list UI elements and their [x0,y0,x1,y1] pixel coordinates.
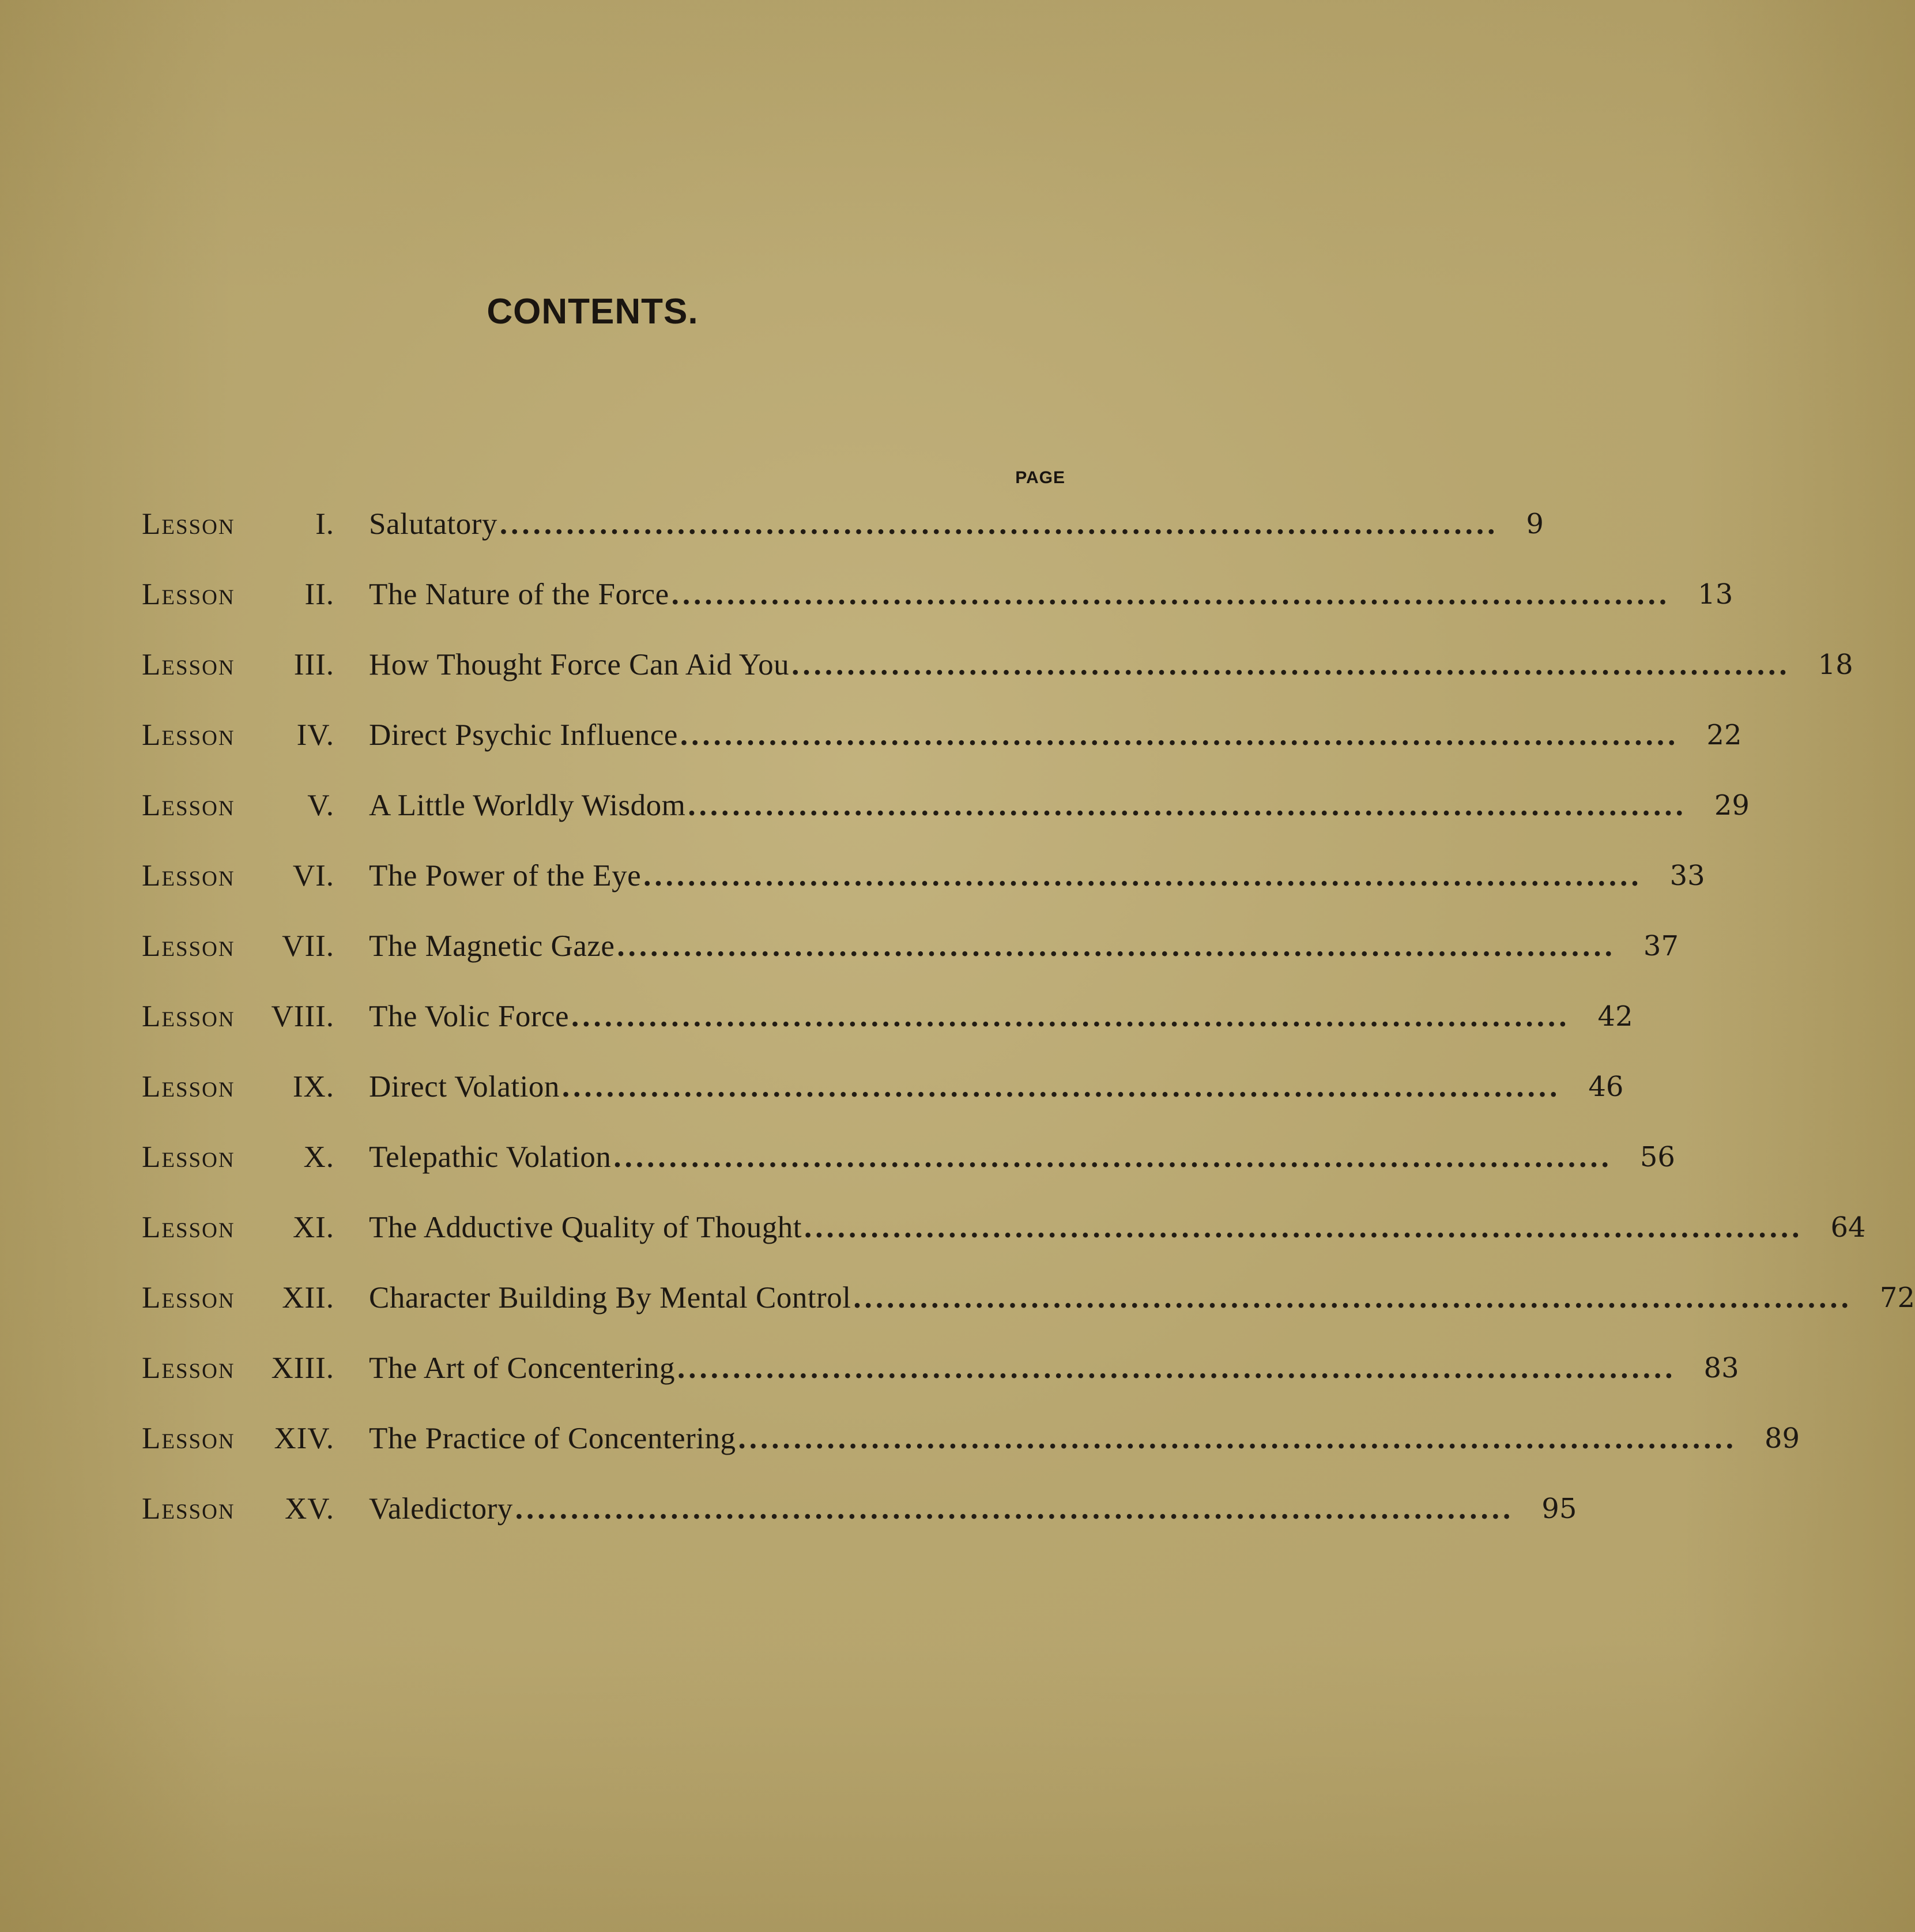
toc-entry [369,1068,1624,1106]
dot-leader: .......................................................................................... [688,789,1687,822]
toc-entry [369,1138,1675,1176]
lesson-label: Lesson [142,718,235,752]
lesson-title: Direct Psychic Influence [369,718,678,752]
lesson-title: The Magnetic Gaze [369,929,615,963]
lesson-label: Lesson [142,1422,235,1455]
toc-row [142,1333,1739,1403]
lesson-numeral: XV. [285,1492,334,1526]
lesson-numeral: V. [307,789,334,822]
toc-entry [369,1208,1866,1246]
dot-leader: .......................................................................................... [613,1140,1612,1174]
toc-row [142,1122,1675,1192]
toc-entry [369,1349,1739,1387]
dot-leader: .......................................................................................... [804,1211,1803,1244]
lesson-numeral: VII. [282,929,334,963]
toc-entry [369,786,1750,824]
toc-entry [369,997,1633,1035]
dot-leader: .......................................................................................... [680,718,1679,752]
dot-leader: .......................................................................................... [515,1492,1514,1526]
table-of-contents [142,489,1915,1544]
page-number: 9 [1526,508,1544,540]
page-number: 46 [1588,1071,1624,1103]
toc-row [142,841,1705,911]
lesson-title: Salutatory [369,507,497,541]
lesson-numeral: IV. [296,718,334,752]
toc-row [142,630,1853,700]
dot-leader: .......................................................................................... [643,859,1642,892]
lesson-title: The Volic Force [369,1000,570,1033]
dot-leader: .......................................................................................... [853,1281,1852,1315]
lesson-numeral: XI. [292,1211,334,1244]
toc-row [142,489,1544,559]
lesson-label: Lesson [142,1070,235,1104]
dot-leader: .......................................................................................... [499,507,1499,541]
toc-entry [369,1419,1800,1458]
toc-entry [369,927,1679,965]
page-title: CONTENTS. [487,292,699,332]
lesson-label: Lesson [142,1211,235,1244]
toc-entry [369,857,1705,895]
lesson-title: Valedictory [369,1492,513,1526]
lesson-numeral: XIII. [271,1351,334,1385]
lesson-title: The Power of the Eye [369,859,642,892]
toc-row [142,1192,1866,1263]
toc-entry [369,1279,1915,1317]
toc-row [142,1263,1915,1333]
page-number: 18 [1818,649,1853,681]
toc-row [142,911,1679,981]
lesson-label: Lesson [142,1000,235,1033]
lesson-title: The Art of Concentering [369,1351,676,1385]
lesson-label: Lesson [142,929,235,963]
lesson-label: Lesson [142,507,235,541]
lesson-label: Lesson [142,1351,235,1385]
lesson-label: Lesson [142,578,235,611]
page-column-header: PAGE [1015,468,1065,487]
page-number: 95 [1541,1493,1577,1525]
page-number: 89 [1765,1422,1800,1455]
toc-entry [369,575,1733,613]
dot-leader: .......................................................................................... [738,1422,1737,1455]
lesson-label: Lesson [142,1281,235,1315]
dot-leader: .......................................................................................... [671,578,1671,611]
toc-row [142,1052,1624,1122]
lesson-numeral: XIV. [274,1422,334,1455]
lesson-label: Lesson [142,1140,235,1174]
lesson-numeral: VI. [292,859,334,892]
page-number: 83 [1703,1352,1739,1384]
lesson-title: Direct Volation [369,1070,560,1104]
lesson-numeral: IX. [292,1070,334,1104]
page-number: 29 [1714,789,1750,822]
page-number: 33 [1669,860,1705,892]
toc-row [142,700,1742,770]
lesson-title: The Adductive Quality of Thought [369,1211,802,1244]
page-number: 56 [1639,1141,1675,1173]
toc-entry [369,505,1544,543]
lesson-label: Lesson [142,859,235,892]
toc-entry [369,1490,1577,1528]
lesson-title: The Nature of the Force [369,578,669,611]
lesson-numeral: X. [303,1140,334,1174]
page-number: 72 [1879,1282,1915,1314]
lesson-label: Lesson [142,1492,235,1526]
lesson-label: Lesson [142,789,235,822]
dot-leader: .......................................................................................... [617,929,1616,963]
toc-row [142,1403,1800,1474]
lesson-numeral: I. [315,507,334,541]
dot-leader: .......................................................................................... [561,1070,1561,1104]
lesson-title: Telepathic Volation [369,1140,612,1174]
dot-leader: .......................................................................................... [791,648,1790,681]
toc-row [142,1474,1577,1544]
page-number: 13 [1698,578,1733,611]
lesson-label: Lesson [142,648,235,681]
toc-entry [369,646,1853,684]
lesson-numeral: II. [304,578,334,611]
page-number: 37 [1643,930,1679,962]
lesson-numeral: VIII. [271,1000,334,1033]
lesson-title: The Practice of Concentering [369,1422,736,1455]
toc-entry [369,716,1742,754]
toc-row [142,559,1733,630]
toc-row [142,981,1633,1052]
toc-row [142,770,1750,841]
page-number: 42 [1597,1000,1633,1033]
lesson-title: How Thought Force Can Aid You [369,648,790,681]
page-number: 22 [1706,719,1742,751]
lesson-numeral: III. [293,648,334,681]
lesson-title: Character Building By Mental Control [369,1281,851,1315]
dot-leader: .......................................................................................... [571,1000,1570,1033]
lesson-title: A Little Worldly Wisdom [369,789,686,822]
page-number: 64 [1830,1211,1866,1244]
dot-leader: .......................................................................................... [677,1351,1676,1385]
lesson-numeral: XII. [282,1281,334,1315]
